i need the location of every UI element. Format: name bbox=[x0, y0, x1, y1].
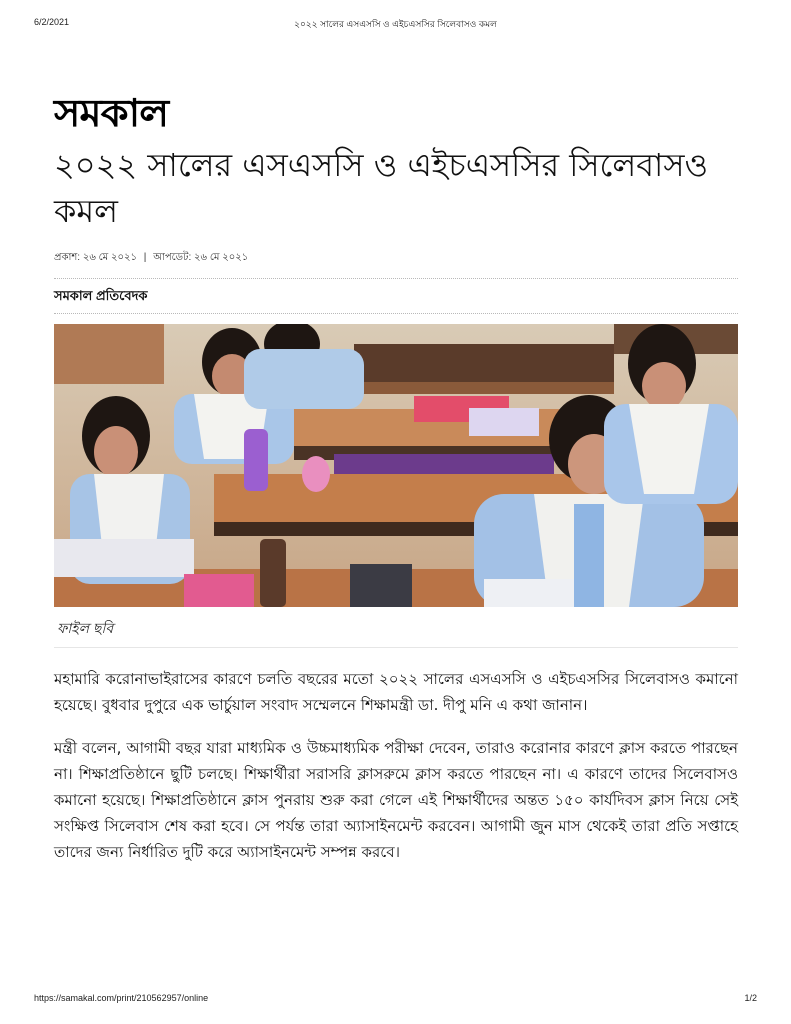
print-url: https://samakal.com/print/210562957/online bbox=[34, 993, 209, 1003]
paragraph: মহামারি করোনাভাইরাসের কারণে চলতি বছরের মতো ২০২২ সালের এসএসসি ও এইচএসসির সিলেবাসও কমানো হয়েছে। বুধবার দুপুরে এক ভার্চুয়াল সংবাদ সম্মেলনে শিক্ষামন্ত্রী ডা. দীপু মনি এ কথা জানান। bbox=[54, 670, 738, 714]
paragraph: মন্ত্রী বলেন, আগামী বছর যারা মাধ্যমিক ও উচ্চমাধ্যমিক পরীক্ষা দেবেন, তারাও করোনার কারণে ক্লাস করতে পারছেন না। শিক্ষাপ্রতিষ্ঠানে ছুটি চলছে। শিক্ষার্থীরা সরাসরি ক্লাসরুমে ক্লাস করতে পারছেন না। এ কারণে তাদের সিলেবাসও কমানো হয়েছে। শিক্ষাপ্রতিষ্ঠানে ক্লাস পুনরায় শুরু করা গেলে এই শিক্ষার্থীদের অন্তত ১৫০ কার্যদিবস ক্লাস নিয়ে সেই সংক্ষিপ্ত সিলেবাস শেষ করা হবে। সে পর্যন্ত তারা অ্যাসাইনমেন্ট করবেন। আগামী জুন মাস থেকেই তারা প্রতি সপ্তাহে তাদের জন্য নির্ধারিত দুটি করে অ্যাসাইনমেন্ট সম্পন্ন করবে। bbox=[54, 739, 738, 861]
article-meta bbox=[54, 250, 738, 266]
meta-separator: | bbox=[143, 252, 147, 263]
classroom-photo-illustration bbox=[54, 324, 738, 607]
print-date: 6/2/2021 bbox=[34, 17, 70, 27]
caption-divider bbox=[54, 647, 738, 648]
article-body bbox=[54, 666, 738, 865]
divider bbox=[54, 313, 738, 314]
published-date: ২৬ মে ২০২১ bbox=[82, 252, 138, 263]
headline: ২০২২ সালের এসএসসি ও এইচএসসির সিলেবাসও কমল bbox=[54, 146, 709, 230]
updated-date: ২৬ মে ২০২১ bbox=[194, 252, 249, 263]
page-number: 1/2 bbox=[744, 993, 757, 1003]
article-photo bbox=[54, 324, 738, 607]
updated-label: আপডেট: bbox=[153, 252, 192, 263]
photo-caption: ফাইল ছবি bbox=[57, 620, 114, 636]
published-label: প্রকাশ: bbox=[54, 252, 81, 263]
article bbox=[54, 92, 738, 882]
print-page-title: ২০২২ সালের এসএসসি ও এইচএসসির সিলেবাসও কমল bbox=[294, 19, 497, 29]
samakal-logo: সমকাল bbox=[54, 91, 169, 136]
byline: সমকাল প্রতিবেদক bbox=[54, 288, 148, 303]
print-header bbox=[0, 17, 791, 31]
divider bbox=[54, 278, 738, 279]
print-footer bbox=[0, 993, 791, 1007]
